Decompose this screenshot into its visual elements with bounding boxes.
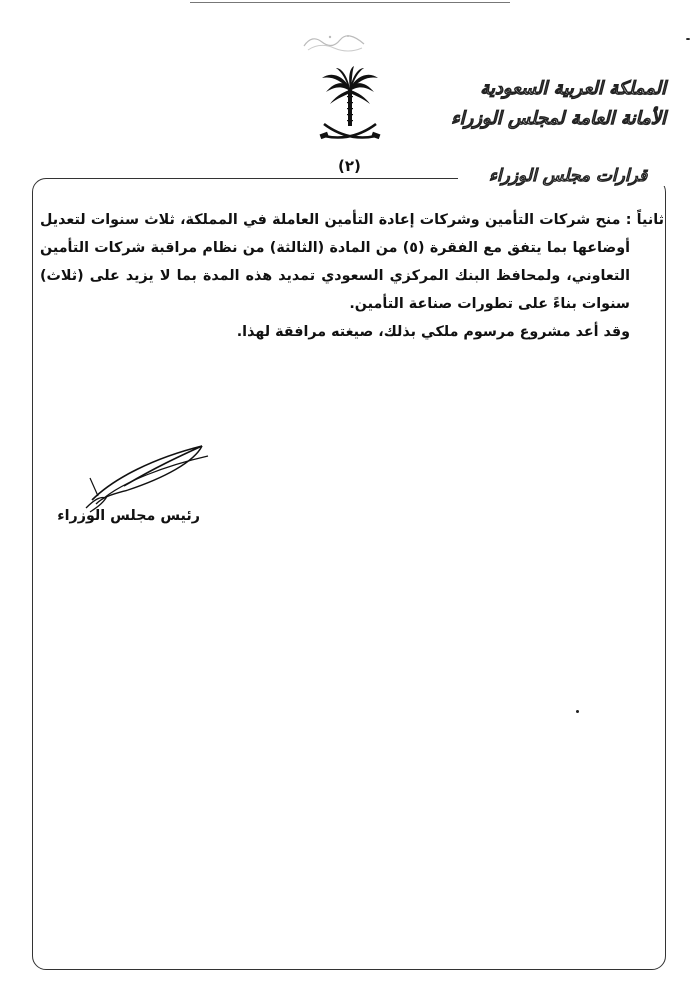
body-line-2: أوضاعها بما يتفق مع الفقرة (٥) من المادة (الثالثة) من نظام مراقبة شركات التأمين <box>40 240 631 256</box>
handwritten-signature <box>84 438 214 518</box>
secretariat-name: الأمانة العامة لمجلس الوزراء <box>451 108 666 129</box>
letterhead <box>451 74 666 134</box>
kingdom-name: المملكة العربية السعودية <box>480 78 666 99</box>
body-line-4: سنوات بناءً على تطورات صناعة التأمين. <box>349 296 630 312</box>
body-line-1: ثانياً : منح شركات التأمين وشركات إعادة التأمين العاملة في المملكة، ثلاث سنوات لتعديل <box>40 212 664 228</box>
body-line-3: التعاوني، ولمحافظ البنك المركزي السعودي تمديد هذه المدة بما لا يزيد على (ثلاث) <box>40 268 630 284</box>
top-scan-line <box>190 2 510 3</box>
scan-speck <box>576 710 579 713</box>
signatory-title: رئيس مجلس الوزراء <box>57 508 200 524</box>
palm-and-swords-emblem <box>318 66 382 148</box>
body-line-5: وقد أعد مشروع مرسوم ملكي بذلك، صيغته مرافقة لهذا. <box>236 324 630 340</box>
frame-caption: قرارات مجلس الوزراء <box>488 166 648 186</box>
faint-stamp-mark <box>300 28 370 54</box>
decision-body <box>40 206 664 346</box>
scan-speck <box>686 38 690 40</box>
page-number: (٢) <box>338 157 361 175</box>
